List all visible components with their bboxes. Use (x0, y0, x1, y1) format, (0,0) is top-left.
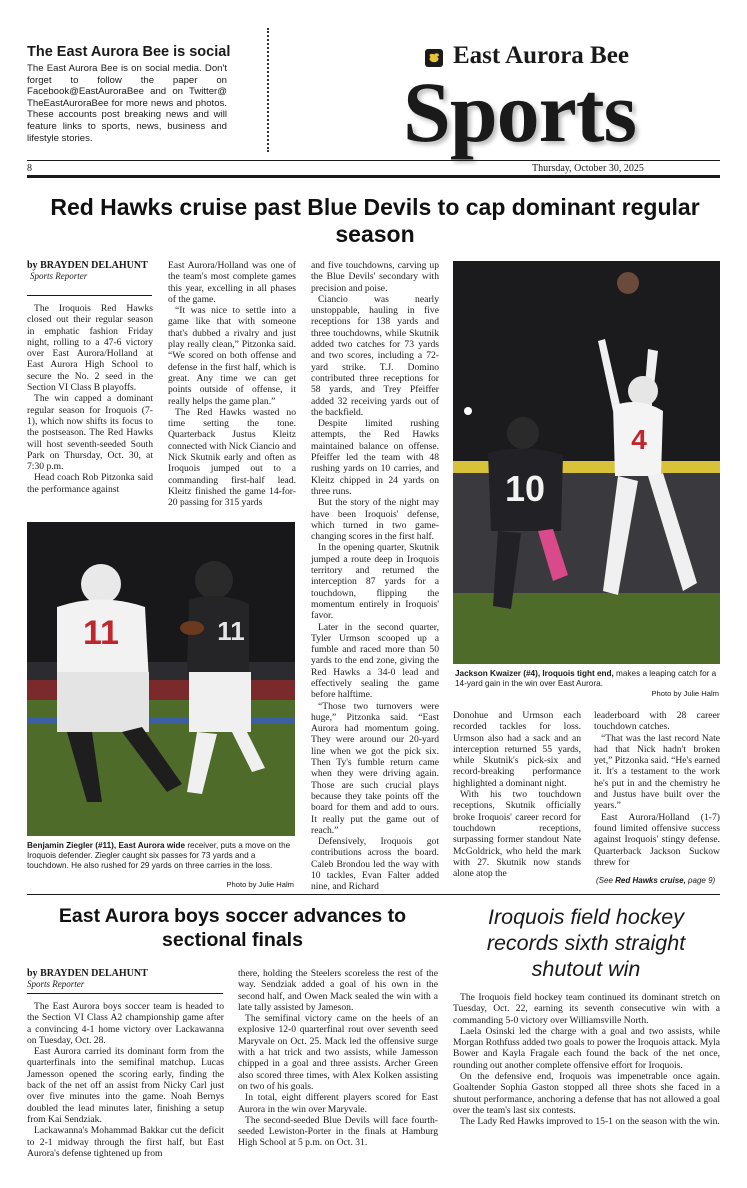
byline-author: BRAYDEN DELAHUNT (40, 260, 148, 271)
byline-prefix: by (27, 260, 38, 271)
paragraph: The Iroquois field hockey team continued its dominant stretch on Tuesday, Oct. 22, earning its seventh consecutive win with a commanding 5-0 victory over Williamsville North. (453, 992, 720, 1026)
paragraph: But the story of the night may have been Iroquois' defense, which turned in two game-changing scores in the first half. (311, 497, 439, 543)
football-photo-kwaizer (453, 261, 720, 664)
paragraph: Laela Osinski led the charge with a goal and two assists, while Morgan Rothfuss added two goals to power the Iroquois attack. Myla Bower and Kayla Fragale each found the back of the net once, rounding out another complete offensive effort for Iroquois. (453, 1025, 720, 1071)
masthead-rule-top (27, 160, 720, 161)
main-byline (27, 260, 152, 281)
paragraph: there, holding the Steelers scoreless the rest of the way. Sendziak added a goal of his own in the second half, and Owen Mack sealed the win with a late tally assisted by Jameson. (238, 968, 438, 1013)
paragraph: The second-seeded Blue Devils will face fourth-seeded Lewiston-Porter in the finals at Hamburg High School at 5 p.m. on Oct. 31. (238, 1114, 438, 1149)
section-title: Sports (403, 64, 636, 160)
paragraph: Defensively, Iroquois got contributions across the board. Caleb Brondou led the way with 10 tackles, Evan Falter added nine, and Richard (311, 836, 439, 893)
paragraph: East Aurora/Holland (1-7) found limited offensive success against Iroquois' stingy defense. Quarterback Jackson Suckow threw for (594, 811, 720, 868)
photo-right-caption (455, 669, 719, 689)
issue-date: Thursday, October 30, 2025 (532, 163, 644, 174)
main-col-4 (453, 710, 581, 879)
paragraph: Later in the second quarter, Tyler Urmson scooped up a fumble and raced more than 50 yards to the end zone, giving the Red Hawks a 34-0 lead and effectively sealing the game before halftime. (311, 621, 439, 701)
main-col-3 (311, 260, 439, 893)
caption-lead: Benjamin Ziegler (#11), East Aurora wide (27, 841, 186, 850)
promo-title: The East Aurora Bee is social (27, 44, 231, 60)
jump-story: Red Hawks cruise, (615, 876, 686, 885)
byline-rule (27, 993, 223, 994)
paragraph: East Aurora carried its dominant form from the quarterfinals into the semifinal matchup. Lucas Jamesson opened the scoring early, finding the back of the net off an assist from Nicky Carl just over five minutes into the game. Noah Bernys doubled the lead minutes later, finishing a setup from Kai Sendziak. (27, 1046, 224, 1125)
photo-right-credit: Photo by Julie Halm (651, 689, 719, 698)
caption-text: makes a leaping catch for a 14-yard gain in the win over East Aurora. (455, 669, 717, 688)
jersey-number-front: 11 (83, 614, 119, 652)
paragraph: Donohue and Urmson each recorded tackles for loss. Urmson also had a sack and an interception returned 55 yards, while Skutnik's pick-six and record-breaking performance highlighted a dominant night. (453, 710, 581, 789)
paragraph: “It was nice to settle into a game like that with someone that's dubbed a rivalry and just play really clean,” Pitzonka said. “We scored on both offense and defense in the first half, which is great. Any time we can get points outside of offense, it really helps the game plan.” (168, 305, 296, 407)
promo-text: The East Aurora Bee is on social media. Don't forget to follow the paper on Facebook@EastAuroraBee and on Twitter@ TheEastAuroraBee for more news and photos. These accounts post breaking news and will feature links to sports, news, business and lifestyle stories. (27, 63, 227, 144)
caption-text: receiver, puts a move on the Iroquois defender. Ziegler caught six passes for 73 yards and a touchdown. He also rushed for 29 yards on three carries in the loss. (27, 841, 291, 870)
hockey-col-1 (453, 992, 720, 1128)
photo-left-credit: Photo by Julie Halm (226, 880, 294, 889)
main-col-5 (594, 710, 720, 868)
football-photo-ziegler (27, 522, 295, 836)
byline-author: BRAYDEN DELAHUNT (40, 968, 148, 979)
soccer-byline (27, 968, 217, 989)
paragraph: In total, eight different players scored for East Aurora in the win over Maryvale. (238, 1092, 438, 1115)
dotted-divider (267, 28, 269, 152)
caption-lead: Jackson Kwaizer (#4), Iroquois tight end, (455, 669, 614, 678)
paragraph: and five touchdowns, carving up the Blue Devils' secondary with precision and poise. (311, 260, 439, 294)
masthead-rule-bottom (27, 175, 720, 178)
paragraph: “Those two turnovers were huge,” Pitzonka said. “East Aurora had momentum going. They were around our 20-yard line when we got the pick six. Then Ty's fumble return came when they were driving again. Those are such crucial plays because they take points off the board for them and add to ours. It really put the game out of reach.” (311, 700, 439, 836)
paragraph: “That was the last record Nate had that Nick hadn't broken yet,” Pitzonka said. “He's earned it. It's a testament to the work he's put in and the chemistry he and Justus have built over the years.” (594, 732, 720, 812)
main-col-2 (168, 260, 296, 509)
paragraph: The East Aurora boys soccer team is headed to the Section VI Class A2 championship game after a convincing 4-1 home victory over Lackawanna on Tuesday, Oct. 28. (27, 1001, 224, 1046)
byline-role: Sports Reporter (27, 979, 85, 989)
hockey-headline: Iroquois field hockey records sixth straight shutout win (486, 905, 686, 981)
paragraph: East Aurora/Holland was one of the team's most complete games this year, excelling in all phases of the game. (168, 260, 296, 305)
byline-prefix: by (27, 968, 38, 979)
paragraph: The Red Hawks wasted no time setting the tone. Quarterback Justus Kleitz connected with Nick Ciancio and Nick Skutnik early and often as Iroquois jumped out to a commanding first-half lead. Kleitz finished the game 14-for-20 passing for 315 yards (168, 406, 296, 509)
paragraph: The Lady Red Hawks improved to 15-1 on the season with the win. (460, 1116, 720, 1128)
paragraph: The Iroquois Red Hawks closed out their regular season in emphatic fashion Friday night, rolling to a 47-6 victory over East Aurora/Holland at East Aurora High School to secure the No. 2 seed in the Section VI Class B playoffs. (27, 303, 153, 394)
paper-name: East Aurora Bee (453, 42, 629, 69)
jersey-number-light: 4 (631, 424, 647, 455)
photo-left-caption (27, 841, 293, 871)
byline-rule (27, 295, 152, 296)
paragraph: leaderboard with 28 career touchdown catches. (594, 710, 720, 733)
paragraph: The win capped a dominant regular season for Iroquois (7-1), which now shifts its focus to the postseason. The Red Hawks will host seventh-seeded South Park on Thursday, Oct. 30, at 7:30 p.m. (27, 393, 153, 473)
paragraph: The semifinal victory came on the heels of an explosive 12-0 quarterfinal rout over seventh seed Maryvale on Oct. 25. Mack led the offensive surge with a hat trick and two assists, while Jamesson chipped in a goal and three assists. Archer Green also scored three times, with Alex Kolken assisting on two of his goals. (238, 1013, 438, 1092)
jump-suffix: page 9) (685, 876, 716, 885)
soccer-col-1 (27, 1001, 224, 1159)
byline-role: Sports Reporter (30, 271, 88, 281)
jump-prefix: (See (596, 876, 616, 885)
paragraph: Ciancio was nearly unstoppable, hauling in five receptions for 138 yards and three touchdowns, while Skutnik added two catches for 73 yards and two scores, including a 72-yard strike. T.J. Domino contributed three receptions for 58 yards, and Trey Pfeiffer added 32 receiving yards out of the backfield. (311, 293, 439, 418)
paragraph: In the opening quarter, Skutnik jumped a route deep in Iroquois territory and returned the interception 87 yards for a touchdown, flipping the momentum entirely in Iroquois' favor. (311, 542, 439, 622)
paragraph: Despite limited rushing attempts, the Red Hawks maintained balance on offense. Pfeiffer led the team with 48 rushing yards on 10 carries, and Kleitz chipped in 24 yards on three runs. (311, 418, 439, 497)
soccer-headline: East Aurora boys soccer advances to sectional finals (58, 905, 407, 951)
soccer-col-2 (238, 968, 438, 1149)
page-number: 8 (27, 163, 32, 174)
jersey-number-dark: 10 (504, 468, 546, 509)
section-divider (27, 894, 720, 895)
jersey-number-back: 11 (217, 616, 245, 646)
paragraph: Head coach Rob Pitzonka said the performance against (27, 472, 153, 495)
paragraph: On the defensive end, Iroquois was impenetrable once again. Goaltender Sophia Gaston stopped all three shots she faced in a shutout performance, anchoring a defense that has not allowed a goal over the team's last six contests. (453, 1071, 720, 1116)
jump-line (596, 876, 715, 885)
paragraph: Lackawanna's Mohammad Bakkar cut the deficit to 2-1 midway through the first half, but East Aurora's defense tightened up from (27, 1125, 224, 1159)
main-headline: Red Hawks cruise past Blue Devils to cap dominant regular season (50, 194, 700, 247)
main-col-1 (27, 303, 153, 495)
paragraph: With his two touchdown receptions, Skutnik officially broke Iroquois' career record for touchdown receptions, surpassing former standout Nate McGoldrick, who held the mark with 27. Skutnik now stands alone atop the (453, 789, 581, 880)
